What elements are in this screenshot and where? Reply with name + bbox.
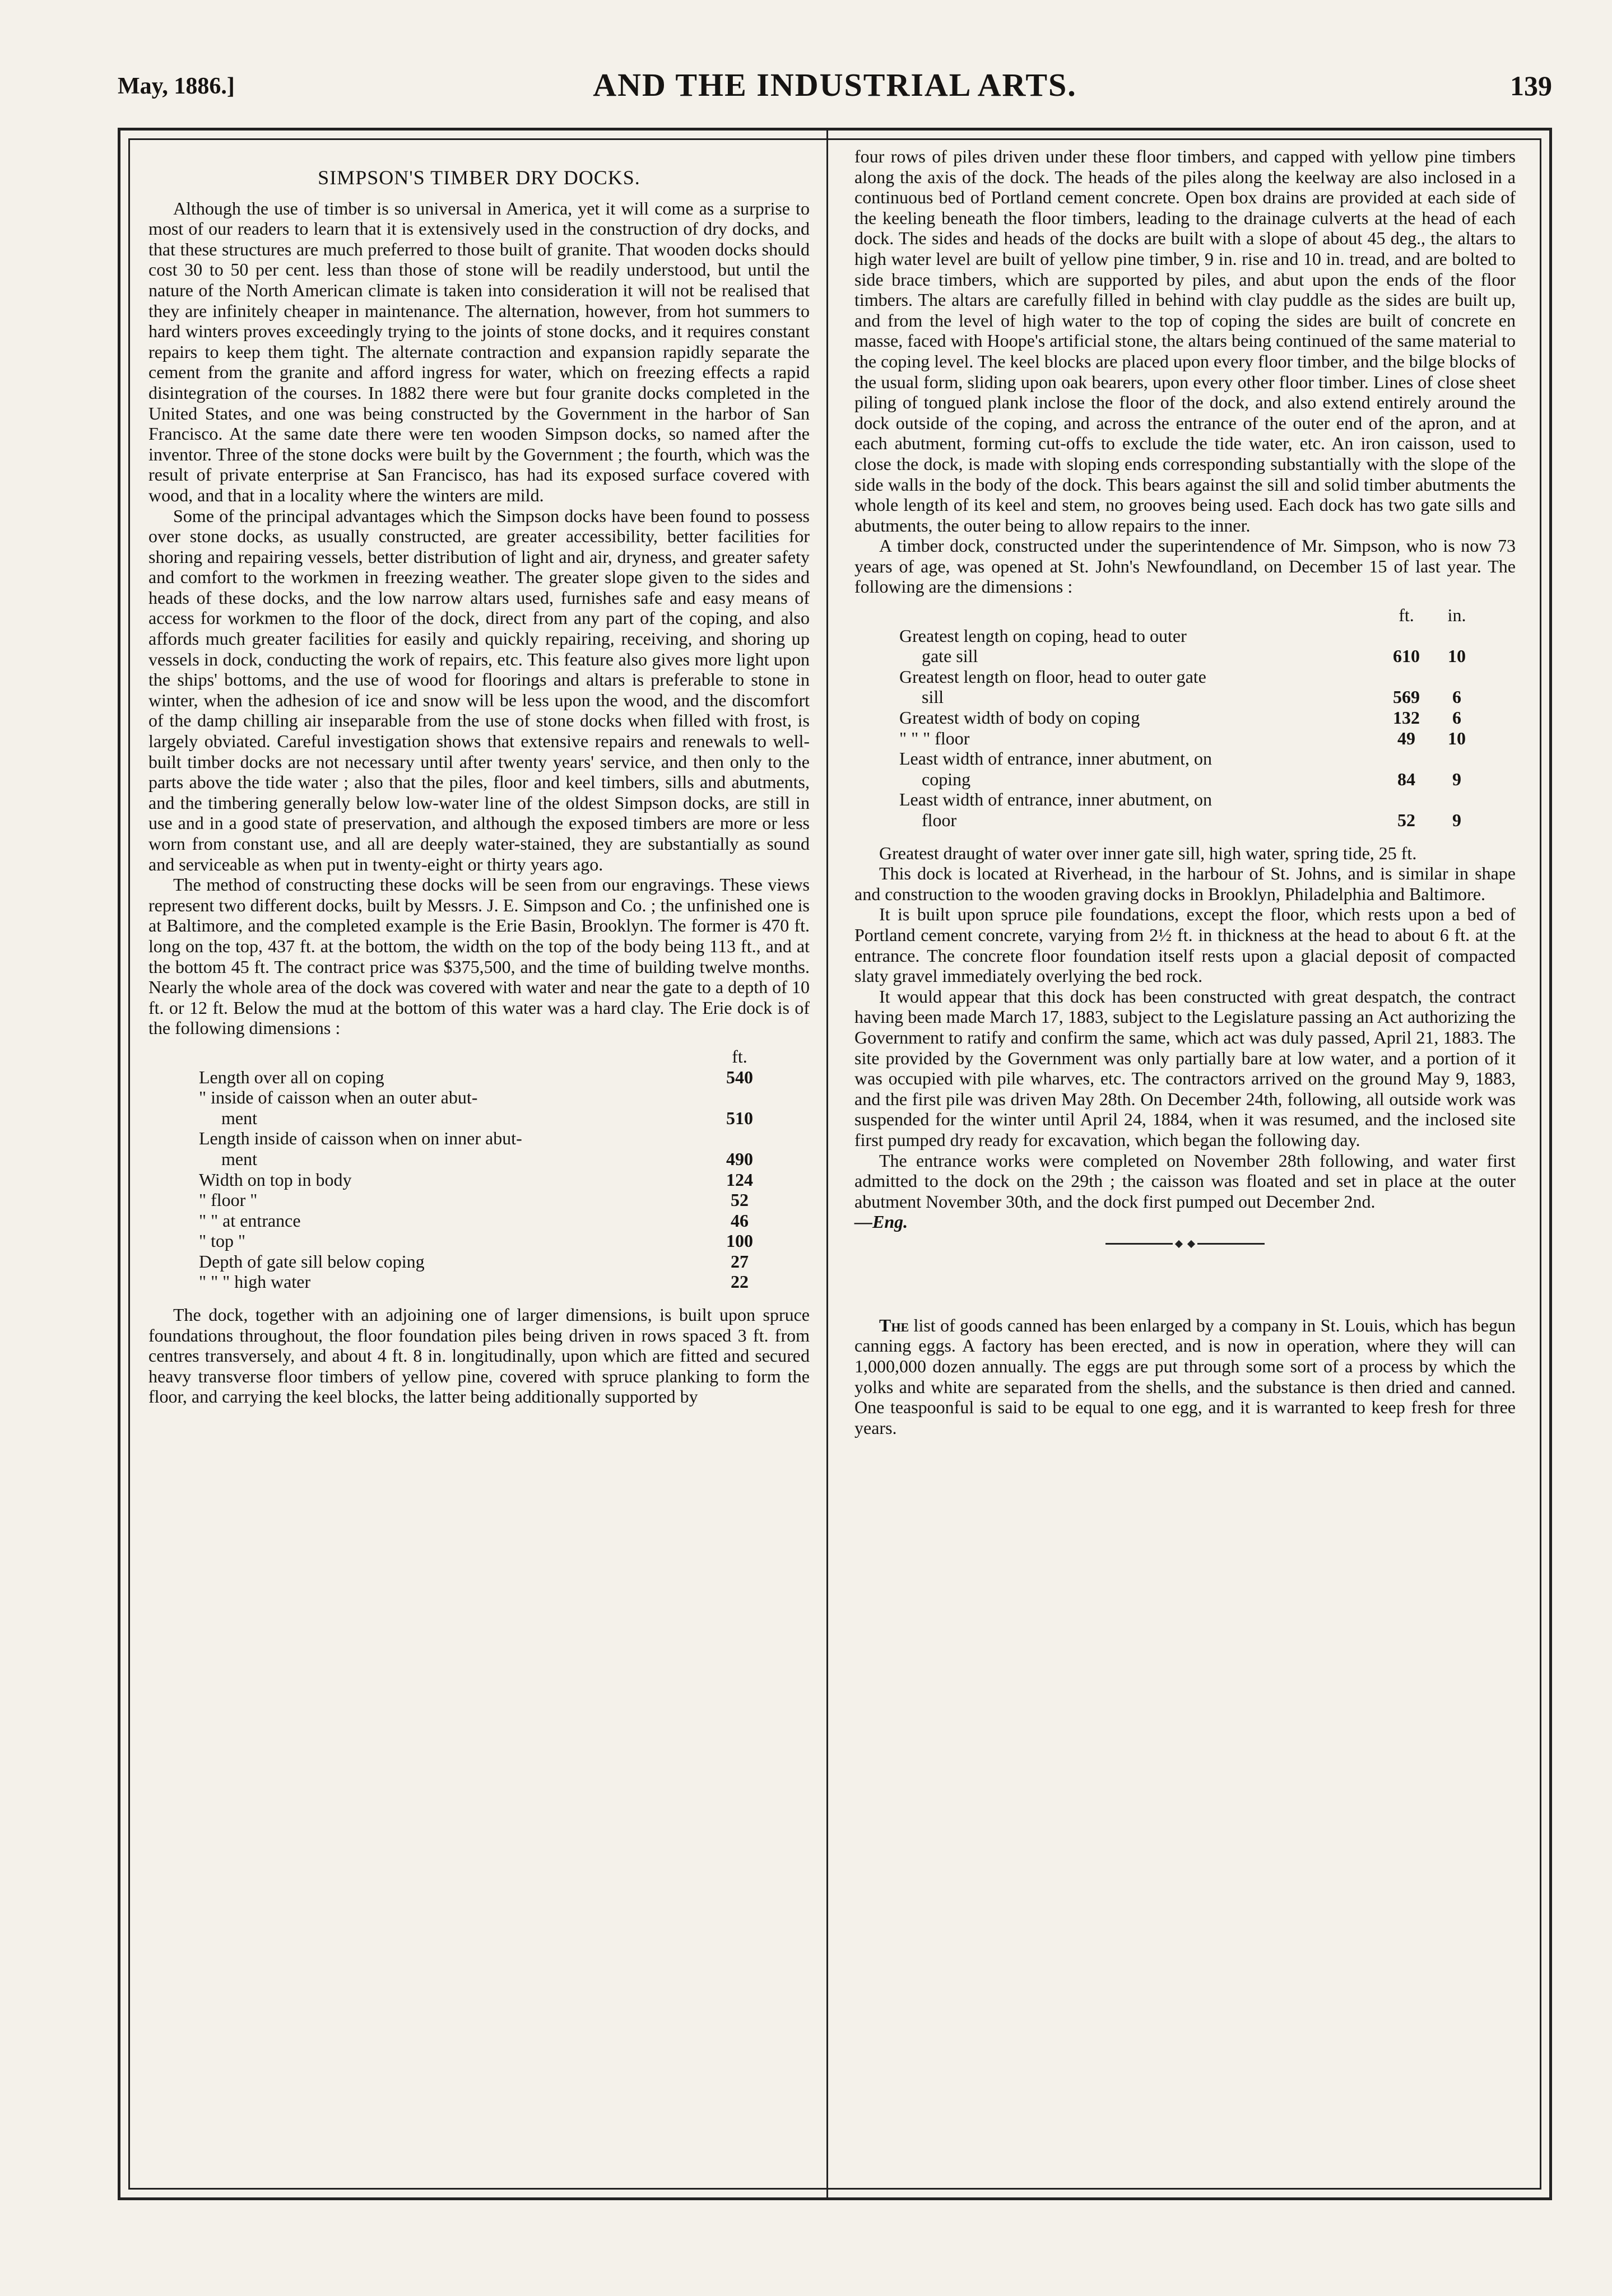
erie-dims-rows (199, 1067, 765, 1293)
dimension-row (199, 1170, 765, 1190)
dimension-row (199, 1210, 765, 1231)
issue-date: May, 1886.] (118, 73, 235, 99)
dimension-label-continued: ment (221, 1107, 257, 1128)
dimension-label (899, 728, 1381, 749)
divider-ornament-icon (1187, 1240, 1195, 1248)
dimension-value-ft: 84 (1397, 769, 1415, 789)
stjohns-dims-header (899, 605, 1482, 626)
dimension-row (899, 667, 1482, 707)
paragraph-7: This dock is located at Riverhead, in the harbour of St. Johns, and is similar in shape and construction to the wooden graving docks in Brooklyn, Philadelphia and Baltimore. (854, 863, 1516, 904)
dimension-row (199, 1190, 765, 1210)
divider-line-right (1197, 1243, 1265, 1245)
dimension-label-text: " " at entrance (199, 1210, 301, 1231)
dimension-value-ft: 52 (1397, 810, 1415, 830)
dimension-row (199, 1067, 765, 1088)
right-column (854, 146, 1516, 1438)
dimension-value-ft: 610 (1393, 646, 1420, 667)
dimension-row (899, 748, 1482, 789)
dimension-label-continued: gate sill (922, 646, 978, 667)
dimension-label (899, 789, 1381, 830)
dimension-label (899, 748, 1381, 789)
paragraph-10: The entrance works were completed on November 28th following, and water first admitted to the dock on the 29th ; the caisson was floated and set in place at the outer abutment November 30th, and the dock first pumped out December 2nd. (854, 1150, 1516, 1212)
running-head (118, 66, 1552, 117)
dimension-value-value: 510 (726, 1107, 753, 1128)
paragraph-4: The dock, together with an adjoining one of larger dimensions, is built upon spruce foundations throughout, the floor foundation piles being driven in rows spaced 3 ft. from centres transversely, and about 4 ft. 8 in. longitudinally, upon which are fitted and secured heavy transverse floor timbers of yellow pine, covered with spruce planking to form the floor, and carrying the keel blocks, the latter being additionally supported by (148, 1305, 810, 1407)
dimension-label (899, 667, 1381, 707)
paragraph-2: Some of the principal advantages which the Simpson docks have been found to possess over stone docks, as usually constructed, are greater accessibility, better facilities for shoring and repairing vessels, better distribution of light and air, dryness, and greater safety and comfort to the workmen in freezing weather. The greater slope given to the sides and heads of these docks, and the low narrow altars used, furnishes safe and easy means of access for workmen to the floor of the dock, direct from any part of the coping, and also affords much greater facilities for easily and quickly repairing, receiving, and shoring up vessels in dock, conducting the work of repairs, etc. This feature also gives more light upon the ships' bottoms, and the use of wood for floorings and altars is preferable to stone in winter, when the adhesion of ice and snow will be less upon the wood, and the discomfort of the damp chilling air inseparable from the use of stone docks when filled with frost, is largely obviated. Careful investigation shows that extensive repairs and renewals to well-built timber docks are not necessary until after twenty years' service, and then only to the parts above the tide water ; also that the piles, floor and keel timbers, sills and abutments, and the timbering generally below low-water line of the oldest Simpson docks, are still in use and in a good state of preservation, and although the exposed timbers are more or less worn from constant use, and all are deeply water-stained, they are substantially as sound and serviceable as when put in twenty-eight or thirty years ago. (148, 505, 810, 874)
divider-line-left (1105, 1243, 1173, 1245)
dimension-label-text: Length over all on coping (199, 1067, 384, 1087)
article-title: SIMPSON'S TIMBER DRY DOCKS. (318, 166, 640, 189)
dimension-value-in: 6 (1452, 687, 1461, 707)
paragraph-4-continued: four rows of piles driven under these floor timbers, and capped with yellow pine timbers along the axis of the dock. The heads of the piles along the keelway are also inclosed in a continuous bed of Portland cement concrete. Open box drains are provided at each side of the keeling beneath the floor timbers, leading to the drainage culverts at the head of each dock. The sides and heads of the docks are built with a slope of about 45 deg., the altars to high water level are built of yellow pine timber, 9 in. rise and 10 in. tread, and are bolted to side brace timbers, which are supported by piles, and abut upon the ends of the floor timbers. The altars are carefully filled in behind with clay puddle as the sides are built up, and from the level of high water to the top of coping the sides are built of concrete en masse, faced with Hoope's artificial stone, the altars being continued of the same material to the coping level. The keel blocks are placed upon every floor timber, and the bilge blocks of the usual form, sliding upon oak bearers, upon every other floor timber. Lines of close sheet piling of tongued plank inclose the floor of the dock, and also extend entirely around the dock outside of the coping, and across the entrance of the outer end of the apron, and at each abutment, forming cut-offs to exclude the tide water, etc. An iron caisson, used to close the dock, is made with sloping ends corresponding substantially with the slope of the side walls in the body of the dock. This bears against the sill and solid timber abutments the whole length of its keel and stem, no grooves being used. Each dock has two gate sills and abutments, the outer being to allow repairs to the inner. (854, 146, 1516, 535)
dimension-value-value: 540 (726, 1067, 753, 1087)
dimension-value-in: 10 (1448, 728, 1466, 748)
dimension-value-value: 22 (731, 1272, 749, 1292)
dimension-value-ft: 49 (1397, 728, 1415, 748)
unit-in-header: in. (1447, 605, 1466, 626)
dimension-value-value: 46 (731, 1210, 749, 1231)
dimension-label-continued: sill (922, 687, 944, 707)
dimension-label-text: Least width of entrance, inner abutment, on (899, 789, 1213, 810)
paragraph-9: It would appear that this dock has been constructed with great despatch, the contract having been made March 17, 1883, subject to the Legislature passing an Act authorizing the Government to ratify and confirm the same, which act was duly passed, April 21, 1883. The site provided by the Government was only partially bare at low water, and a portion of it was occupied with pile wharves, etc. The contractors arrived on the ground May 9, 1883, and the first pile was driven May 28th. On December 24th, following, all outside work was suspended for the winter until April 24, 1884, when it was resumed, and the inclosed site first pumped dry ready for excavation, which began the following day. (854, 986, 1516, 1150)
dimension-label-continued: coping (922, 769, 971, 789)
dimension-label-text: Greatest length on floor, head to outer gate (899, 666, 1206, 687)
dimension-label-continued: floor (922, 810, 957, 830)
column-rule (826, 131, 828, 2197)
dimension-label (199, 1128, 714, 1169)
dimension-value-value: 27 (731, 1251, 749, 1272)
erie-dimensions-table (199, 1046, 765, 1292)
dimension-value-value: 124 (726, 1169, 753, 1190)
source-credit (854, 1212, 1516, 1232)
paragraph-1: Although the use of timber is so universal in America, yet it will come as a surprise to most of our readers to learn that it is extensively used in the construction of dry docks, and that these structures are much preferred to those built of granite. That wooden docks should cost 30 to 50 per cent. less than those of stone will be readily understood, but until the nature of the North American climate is taken into consideration it will not be realised that they are infinitely cheaper in maintenance. The alternation, however, from hot summers to hard winters proves exceedingly trying to the joints of stone docks, and it requires constant repairs to keep them tight. The alternate contraction and expansion rapidly separate the cement from the granite and afford ingress for water, which on freezing effects a rapid disintegration of the courses. In 1882 there were but four granite docks completed in the United States, and one was being constructed by the Government in the harbor of San Francisco. At the same date there were ten wooden Simpson docks, so named after the inventor. Three of the stone docks were built by the Government ; the fourth, which was the result of private enterprise at San Francisco, has had its exposed surface covered with wood, and that in a locality where the winters are mild. (148, 198, 810, 505)
page-number: 139 (1510, 70, 1552, 101)
paragraph-3: The method of constructing these docks will be seen from our engravings. These views represent two different docks, built by Messrs. J. E. Simpson and Co. ; the unfinished one is at Baltimore, and the completed example is the Erie Basin, Brooklyn. The former is 470 ft. long on the top, 437 ft. at the bottom, the width on the top of the body being 113 ft., and at the bottom 45 ft. The contract price was $375,500, and the time of building twelve months. Nearly the whole area of the dock was covered with water and near the gate to a depth of 10 ft. or 12 ft. Below the mud at the bottom of this water was a hard clay. The Erie dock is of the following dimensions : (148, 874, 810, 1038)
stjohns-dims-rows (899, 626, 1482, 831)
dimension-label-continued: ment (221, 1148, 257, 1169)
erie-dims-header (199, 1046, 765, 1067)
canned-eggs-notice (854, 1315, 1516, 1438)
dimension-label (899, 707, 1381, 728)
dimension-label-text: Greatest length on coping, head to outer (899, 625, 1187, 646)
dimension-label-text: Least width of entrance, inner abutment, on (899, 748, 1213, 769)
unit-ft-header: ft. (1399, 605, 1414, 626)
divider-ornament-icon (1175, 1240, 1183, 1248)
stjohns-dimensions-table (899, 605, 1482, 831)
paragraph-5: A timber dock, constructed under the superintendence of Mr. Simpson, who is now 73 years of age, was opened at St. John's Newfoundland, on December 15 of last year. The following are the dimensions : (854, 535, 1516, 597)
notice-lead-word: The (879, 1315, 909, 1335)
dimension-label (899, 626, 1381, 667)
dimension-row (199, 1251, 765, 1272)
dimension-value-value: 490 (726, 1148, 753, 1169)
section-divider (854, 1241, 1516, 1247)
unit-ft-header: ft. (732, 1046, 747, 1067)
dimension-label (199, 1272, 714, 1292)
dimension-label-text: " inside of caisson when an outer abut- (199, 1087, 478, 1108)
dimension-label (199, 1087, 714, 1128)
dimension-label (199, 1170, 714, 1190)
dimension-label-text: " " " high water (199, 1272, 311, 1292)
dimension-value-value: 100 (726, 1231, 753, 1251)
spacer (854, 1261, 1516, 1315)
paragraph-8: It is built upon spruce pile foundations, except the floor, which rests upon a bed of Portland cement concrete, varying from 2½ ft. in thickness at the head to about 6 ft. at the entrance. The concrete floor foundation itself rests upon a glacial deposit of compacted slaty gravel immediately overlying the bed rock. (854, 904, 1516, 986)
journal-title: AND THE INDUSTRIAL ARTS. (593, 67, 1077, 103)
left-column (148, 153, 810, 1407)
page-frame (118, 128, 1552, 2200)
dimension-value-in: 9 (1452, 769, 1461, 789)
dimension-label-text: " top " (199, 1231, 246, 1251)
dimension-row (899, 626, 1482, 667)
dimension-label-text: Width on top in body (199, 1169, 352, 1190)
dimension-row (199, 1087, 765, 1128)
notice-text: list of goods canned has been enlarged by a company in St. Louis, which has begun canning eggs. A factory has been erected, and is now in operation, where they will can 1,000,000 dozen annually. The eggs are put through some sort of a process by which the yolks and white are separated from the shells, and the substance is then dried and canned. One teaspoonful is said to be equal to one egg, and it is warranted to keep fresh for three years. (854, 1315, 1516, 1438)
dimension-row (899, 789, 1482, 830)
paragraph-6: Greatest draught of water over inner gate sill, high water, spring tide, 25 ft. (879, 842, 1417, 863)
dimension-label (199, 1190, 714, 1210)
dimension-label (199, 1251, 714, 1272)
dimension-label-text: Greatest width of body on coping (899, 707, 1140, 728)
dimension-value-value: 52 (731, 1190, 749, 1210)
source-label: —Eng. (854, 1212, 908, 1232)
dimension-value-in: 6 (1452, 707, 1461, 728)
dimension-row (199, 1272, 765, 1292)
dimension-value-ft: 569 (1393, 687, 1420, 707)
dimension-label-text: " floor " (199, 1190, 258, 1210)
dimension-label (199, 1231, 714, 1251)
dimension-label-text: Length inside of caisson when on inner abut- (199, 1128, 522, 1149)
dimension-row (199, 1231, 765, 1251)
dimension-label (199, 1067, 714, 1088)
dimension-value-ft: 132 (1393, 707, 1420, 728)
dimension-row (899, 728, 1482, 749)
dimension-value-in: 9 (1452, 810, 1461, 830)
dimension-label-text: Depth of gate sill below coping (199, 1251, 425, 1272)
dimension-row (899, 707, 1482, 728)
dimension-label (199, 1210, 714, 1231)
dimension-value-in: 10 (1448, 646, 1466, 667)
dimension-label-text: " " " floor (899, 728, 970, 748)
dimension-row (199, 1128, 765, 1169)
